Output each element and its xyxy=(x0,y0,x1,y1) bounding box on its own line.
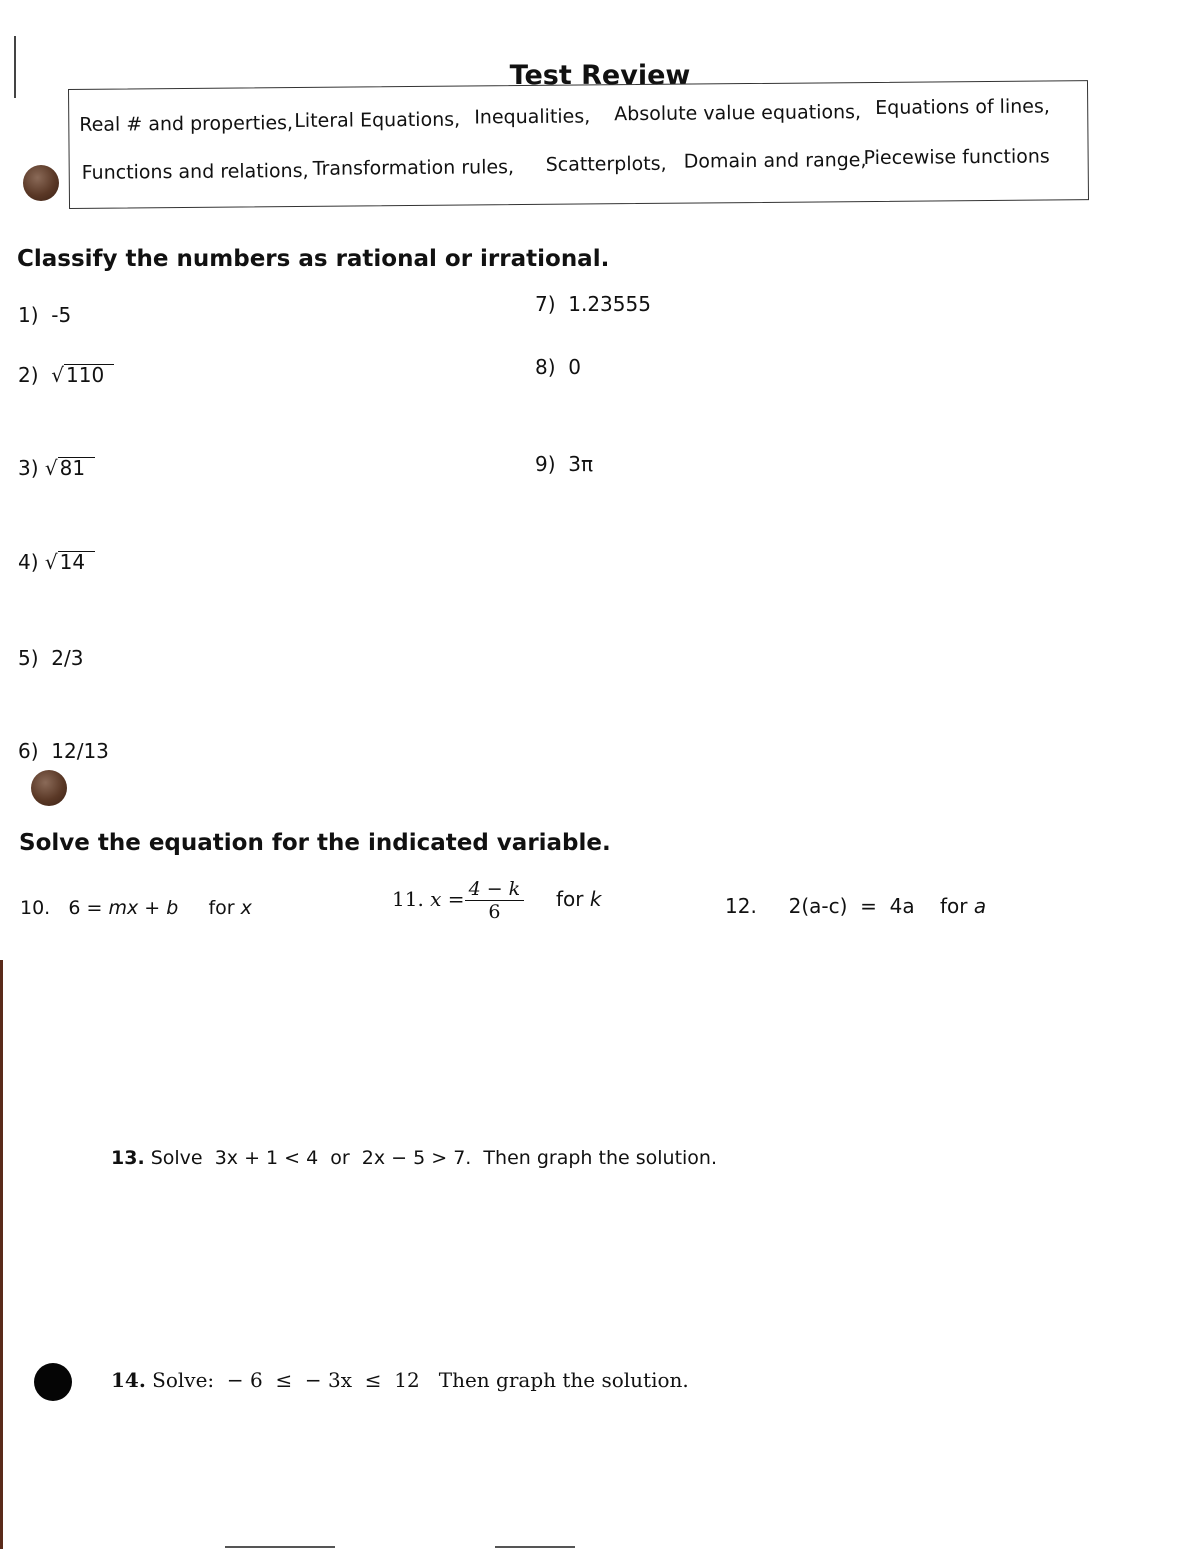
question-number: 13. xyxy=(111,1147,145,1169)
question-5 xyxy=(18,646,83,670)
solve-for-variable: a xyxy=(973,894,987,918)
punch-hole xyxy=(34,1363,72,1401)
solve-for-variable: k xyxy=(589,887,602,911)
question-number: 12. xyxy=(725,894,757,918)
question-number: 1) xyxy=(18,303,39,327)
question-number: 2) xyxy=(18,363,39,387)
radicand: 14 xyxy=(58,551,95,572)
question-number: 8) xyxy=(535,355,556,379)
question-7 xyxy=(535,292,651,316)
question-2 xyxy=(18,363,114,387)
equation-lhs: 6 = xyxy=(68,897,109,919)
question-text: Solve: − 6 ≤ − 3x ≤ 12 Then graph the solution. xyxy=(152,1368,689,1392)
question-10 xyxy=(20,897,252,919)
question-text: 12/13 xyxy=(51,739,109,763)
square-root: √ 81 xyxy=(45,456,95,480)
fraction xyxy=(465,878,525,923)
question-number: 3) xyxy=(18,456,39,480)
section-heading: Classify the numbers as rational or irrational. xyxy=(17,246,610,272)
fraction-denominator: 6 xyxy=(488,901,501,923)
topic: Absolute value equations, xyxy=(614,101,862,126)
question-text: 0 xyxy=(568,355,581,379)
topic: Piecewise functions xyxy=(863,145,1050,170)
topic: Domain and range, xyxy=(683,149,867,173)
topic: Equations of lines, xyxy=(875,95,1050,119)
topic: Real # and properties, xyxy=(79,112,294,136)
square-root: √ 110 xyxy=(51,363,114,387)
topics-box xyxy=(68,80,1089,209)
equation-lhs: x = xyxy=(430,887,465,911)
equation-plus: + xyxy=(138,897,167,919)
equation-term: mx xyxy=(108,897,139,919)
question-number: 6) xyxy=(18,739,39,763)
topic: Scatterplots, xyxy=(545,152,667,176)
equation: 2(a-c) = 4a xyxy=(788,894,915,918)
question-8 xyxy=(535,355,581,379)
bottom-line xyxy=(225,1546,335,1548)
question-11 xyxy=(392,878,601,923)
solve-for-variable: x xyxy=(240,897,252,919)
question-number: 11. xyxy=(392,887,424,911)
question-6 xyxy=(18,739,109,763)
question-number: 9) xyxy=(535,452,556,476)
question-13 xyxy=(111,1147,717,1169)
radicand: 81 xyxy=(58,457,95,478)
question-text: 2/3 xyxy=(51,646,84,670)
topic: Functions and relations, xyxy=(81,159,309,184)
question-number: 10. xyxy=(20,897,51,919)
equation-term: b xyxy=(166,897,179,919)
question-number: 5) xyxy=(18,646,39,670)
topic: Transformation rules, xyxy=(312,156,515,180)
page-title: Test Review xyxy=(509,60,691,91)
topic: Literal Equations, xyxy=(294,108,461,133)
solve-for-label: for xyxy=(940,894,974,918)
radicand: 110 xyxy=(64,364,114,385)
question-text: Solve 3x + 1 < 4 or 2x − 5 > 7. Then graph the solution. xyxy=(150,1147,717,1169)
punch-hole xyxy=(31,770,67,806)
question-text: 1.23555 xyxy=(568,292,651,316)
question-12 xyxy=(725,894,986,918)
solve-for-label: for xyxy=(555,887,590,911)
question-9 xyxy=(535,452,593,476)
square-root: √ 14 xyxy=(45,550,95,574)
question-3 xyxy=(18,456,95,480)
question-text: -5 xyxy=(51,303,72,327)
section-heading: Solve the equation for the indicated variable. xyxy=(19,830,611,856)
fraction-numerator: 4 − k xyxy=(465,878,525,901)
punch-hole xyxy=(23,165,59,201)
question-text: 3π xyxy=(568,452,594,476)
question-14 xyxy=(111,1368,689,1392)
solve-for-label: for xyxy=(208,897,241,919)
question-number: 14. xyxy=(111,1368,146,1392)
question-number: 4) xyxy=(18,550,39,574)
question-1 xyxy=(18,303,71,327)
topic: Inequalities, xyxy=(474,105,591,129)
bottom-line xyxy=(495,1546,575,1548)
question-4 xyxy=(18,550,95,574)
scan-edge xyxy=(0,960,3,1549)
question-number: 7) xyxy=(535,292,556,316)
